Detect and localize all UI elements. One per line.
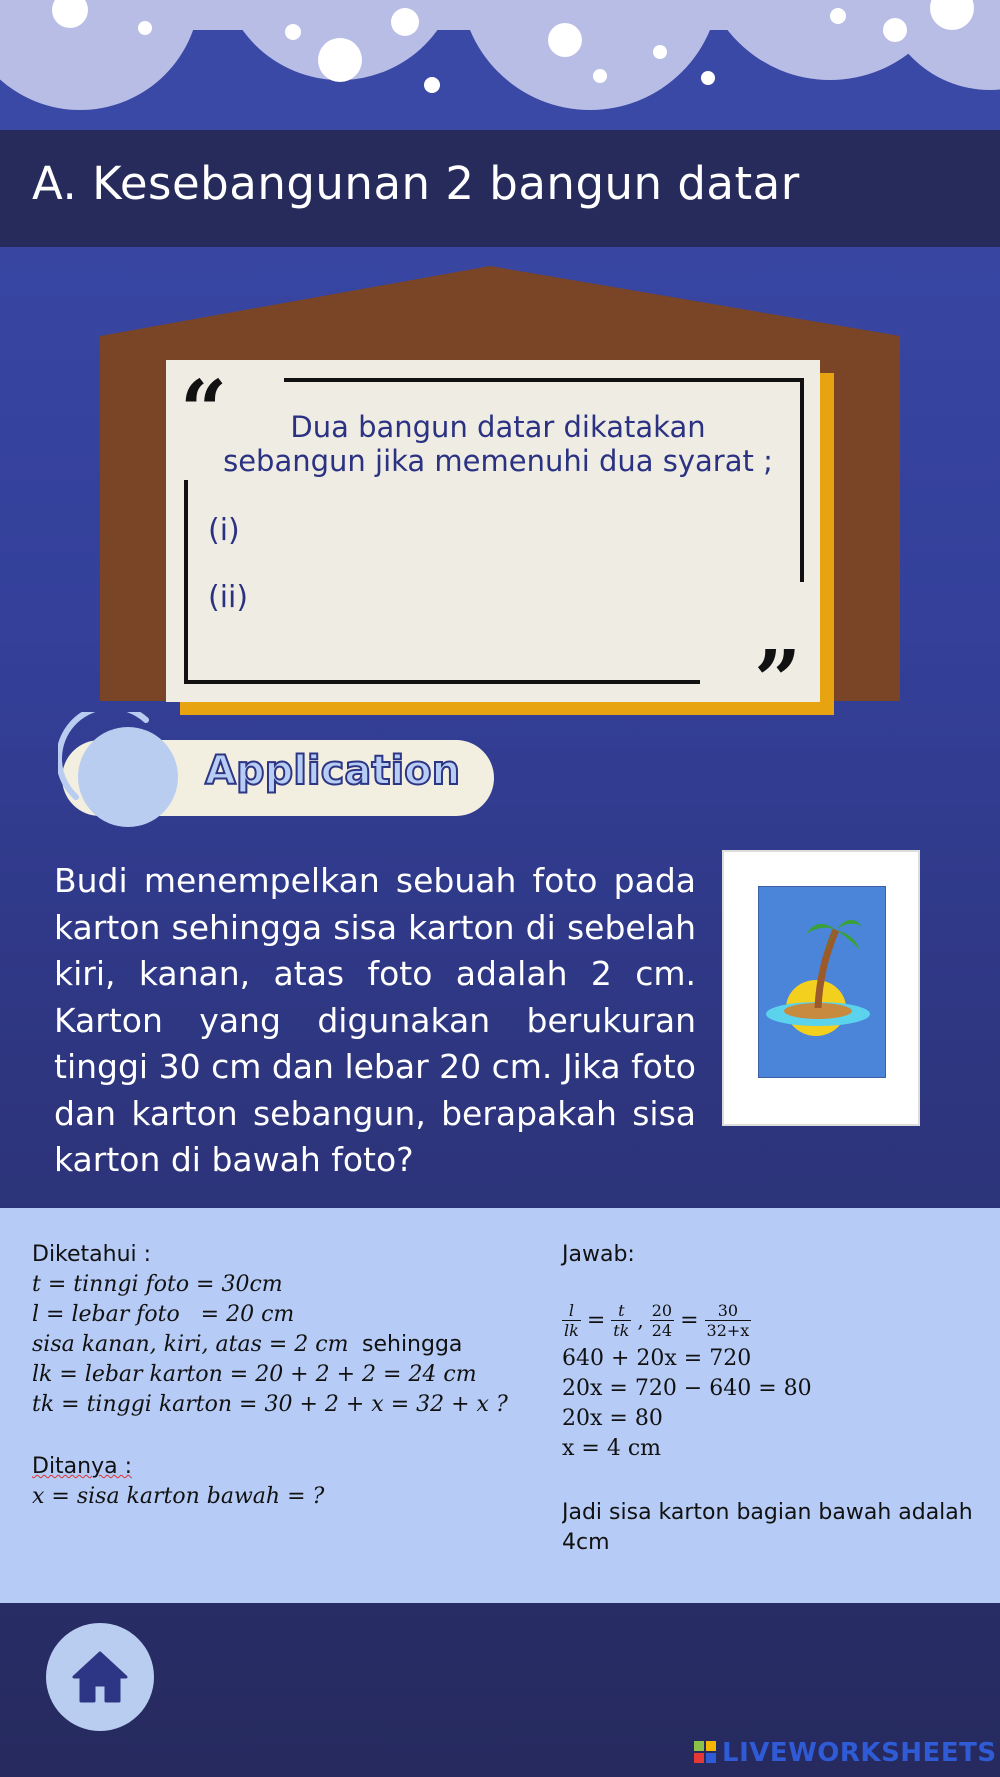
answer-heading: Jawab: [562, 1242, 635, 1267]
conclusion-line-2: 4cm [562, 1530, 610, 1555]
frac2-denominator: tk [613, 1320, 630, 1340]
known-line-lk: lk = lebar karton = 20 + 2 + 2 = 24 cm [32, 1362, 477, 1387]
definition-line-2: sebangun jika memenuhi dua syarat ; [223, 444, 773, 478]
open-quote-icon: “ [180, 363, 228, 459]
known-heading: Diketahui : [32, 1242, 152, 1267]
answer-step-3: 20x = 80 [562, 1406, 663, 1431]
known-line-l: l = lebar foto = 20 cm [32, 1302, 295, 1327]
sehingga-text: sehingga [362, 1332, 463, 1357]
frac3-numerator: 20 [651, 1300, 673, 1320]
frac4-denominator: 32+x [706, 1320, 750, 1340]
frac2-numerator: t [618, 1300, 625, 1320]
fraction-t-tk [611, 1301, 631, 1340]
badge-circle [78, 727, 178, 827]
liveworksheets-logo-icon [694, 1741, 716, 1763]
island-photo-icon [758, 886, 886, 1078]
fraction-20-24 [650, 1301, 674, 1340]
condition-i-label: (i) [208, 513, 240, 548]
answer-step-1: 640 + 20x = 720 [562, 1346, 752, 1371]
answer-step-2: 20x = 720 − 640 = 80 [562, 1376, 812, 1401]
page-title: A. Kesebangunan 2 bangun datar [32, 157, 800, 210]
conclusion-line-1: Jadi sisa karton bagian bawah adalah [562, 1500, 973, 1525]
home-icon [70, 1649, 130, 1705]
home-button[interactable] [46, 1623, 154, 1731]
answer-step-4: x = 4 cm [562, 1436, 661, 1461]
fraction-30-32x [705, 1301, 752, 1340]
frac3-denominator: 24 [651, 1320, 673, 1340]
cloud-decoration [0, 0, 1000, 130]
definition-text [198, 410, 798, 478]
frac4-numerator: 30 [717, 1300, 739, 1320]
frac1-denominator: lk [564, 1320, 579, 1340]
asked-line: x = sisa karton bawah = ? [32, 1484, 325, 1509]
definition-line-1: Dua bangun datar dikatakan [290, 410, 706, 444]
frac1-numerator: l [568, 1300, 574, 1320]
known-line-sisa: sisa kanan, kiri, atas = 2 cm [32, 1332, 349, 1357]
problem-text: Budi menempelkan sebuah foto pada karton sehingga sisa karton di sebelah kiri, kanan, atas foto adalah 2 cm. Karton yang digunakan berukuran tinggi 30 cm dan lebar 20 cm. Jika foto dan karton sebangun, berapakah sisa karton di bawah foto? [54, 861, 696, 1179]
asked-heading: Ditanya : [32, 1454, 133, 1479]
application-label: Application [205, 748, 461, 794]
known-line-t: t = tinngi foto = 30cm [32, 1272, 283, 1297]
close-quote-icon: ” [754, 633, 802, 729]
photo-frame [722, 850, 920, 1126]
fraction-l-lk [562, 1301, 581, 1340]
condition-ii-label: (ii) [208, 580, 249, 615]
brand-text: LIVEWORKSHEETS [722, 1738, 997, 1768]
known-line-tk: tk = tinggi karton = 30 + 2 + x = 32 + x ? [32, 1392, 508, 1417]
proportion-equation: $\frac{l}{lk}$ = $\frac{t}{tk}$ , $\frac{20}{24}$ = $\frac{30}{32+x}$ [564, 1300, 750, 1340]
